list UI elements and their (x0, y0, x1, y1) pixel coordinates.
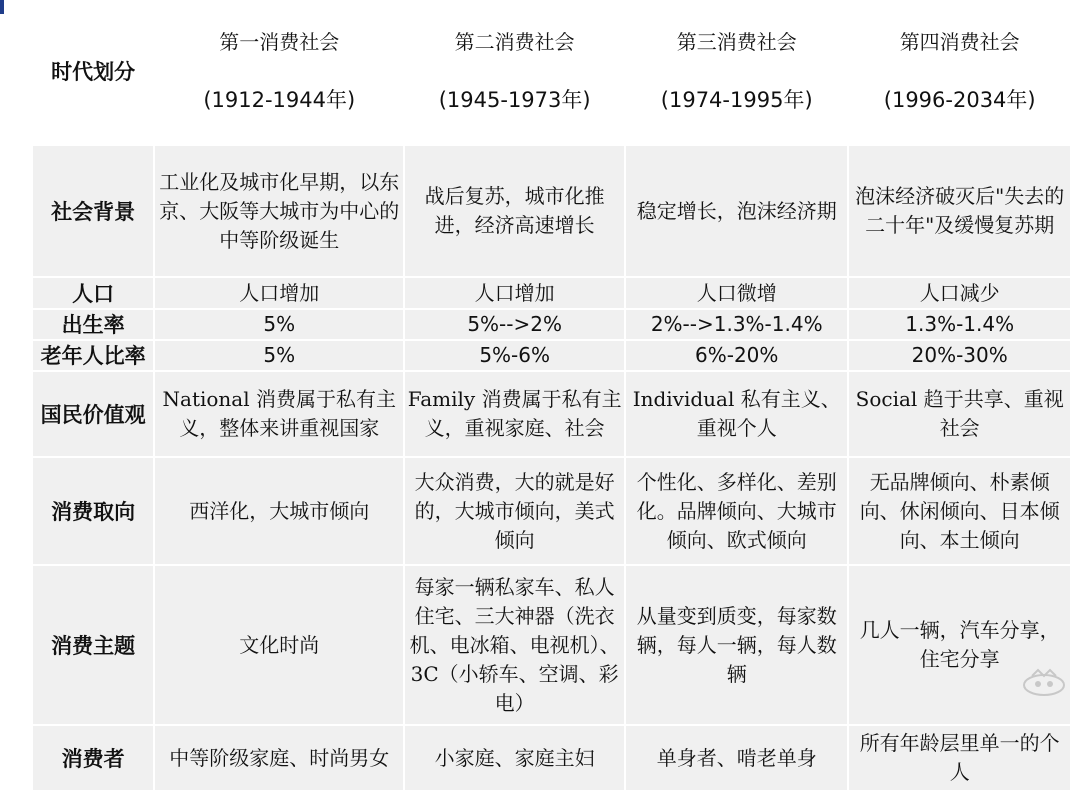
era-3-years: (1974-1995年) (660, 88, 813, 112)
row-label-consumption-orientation: 消费取向 (33, 458, 153, 564)
row-label-elderly-ratio: 老年人比率 (33, 341, 153, 370)
cell-consumers-era-4: 所有年龄层里单一的个人 (849, 726, 1070, 790)
era-4-name: 第四消费社会 (899, 30, 1020, 54)
row-label-era-division: 时代划分 (33, 0, 153, 144)
watermark-logo-icon (1022, 668, 1066, 696)
cell-national-values-era-3: Individual 私有主义、重视个人 (626, 372, 847, 456)
cell-consumers-era-2: 小家庭、家庭主妇 (405, 726, 624, 790)
cell-population-era-4: 人口减少 (849, 278, 1070, 308)
cell-birth-rate-era-1: 5% (155, 310, 403, 339)
cell-consumption-orientation-era-3: 个性化、多样化、差别化。品牌倾向、大城市倾向、欧式倾向 (626, 458, 847, 564)
row-consumers (33, 726, 1070, 790)
era-4-header (849, 0, 1070, 144)
cell-consumption-theme-era-3: 从量变到质变，每家数辆，每人一辆，每人数辆 (626, 566, 847, 724)
row-consumption-orientation (33, 458, 1070, 564)
cell-consumers-era-3: 单身者、啃老单身 (626, 726, 847, 790)
era-header-row (33, 0, 1070, 144)
cell-social-background-era-2: 战后复苏，城市化推进，经济高速增长 (405, 146, 624, 276)
row-birth-rate (33, 310, 1070, 339)
cell-social-background-era-1: 工业化及城市化早期，以东京、大阪等大城市为中心的中等阶级诞生 (155, 146, 403, 276)
cell-population-era-3: 人口微增 (626, 278, 847, 308)
cell-national-values-era-1: National 消费属于私有主义，整体来讲重视国家 (155, 372, 403, 456)
row-label-birth-rate: 出生率 (33, 310, 153, 339)
era-1-header (155, 0, 403, 144)
cell-population-era-2: 人口增加 (405, 278, 624, 308)
cell-elderly-ratio-era-3: 6%-20% (626, 341, 847, 370)
row-elderly-ratio (33, 341, 1070, 370)
era-3-header (626, 0, 847, 144)
row-label-consumers: 消费者 (33, 726, 153, 790)
row-label-population: 人口 (33, 278, 153, 308)
era-3-name: 第三消费社会 (676, 30, 797, 54)
cell-consumption-theme-era-4: 几人一辆，汽车分享，住宅分享 (849, 566, 1070, 724)
row-label-social-background: 社会背景 (33, 146, 153, 276)
row-consumption-theme (33, 566, 1070, 724)
era-2-header (405, 0, 624, 144)
cell-consumption-theme-era-1: 文化时尚 (155, 566, 403, 724)
cell-social-background-era-4: 泡沫经济破灭后"失去的二十年"及缓慢复苏期 (849, 146, 1070, 276)
cell-population-era-1: 人口增加 (155, 278, 403, 308)
cell-elderly-ratio-era-4: 20%-30% (849, 341, 1070, 370)
row-label-consumption-theme: 消费主题 (33, 566, 153, 724)
row-social-background (33, 146, 1070, 276)
era-1-name: 第一消费社会 (219, 30, 340, 54)
row-label-national-values: 国民价值观 (33, 372, 153, 456)
cell-birth-rate-era-2: 5%-->2% (405, 310, 624, 339)
cell-elderly-ratio-era-1: 5% (155, 341, 403, 370)
cell-consumption-orientation-era-4: 无品牌倾向、朴素倾向、休闲倾向、日本倾向、本土倾向 (849, 458, 1070, 564)
cell-consumption-orientation-era-1: 西洋化，大城市倾向 (155, 458, 403, 564)
cell-consumption-orientation-era-2: 大众消费，大的就是好的，大城市倾向，美式倾向 (405, 458, 624, 564)
era-2-years: (1945-1973年) (438, 88, 591, 112)
era-2-name: 第二消费社会 (454, 30, 575, 54)
era-1-years: (1912-1944年) (203, 88, 356, 112)
row-national-values (33, 372, 1070, 456)
cell-social-background-era-3: 稳定增长，泡沫经济期 (626, 146, 847, 276)
consumer-society-table (31, 0, 1072, 792)
era-4-years: (1996-2034年) (883, 88, 1036, 112)
cell-birth-rate-era-4: 1.3%-1.4% (849, 310, 1070, 339)
cell-consumers-era-1: 中等阶级家庭、时尚男女 (155, 726, 403, 790)
cell-national-values-era-2: Family 消费属于私有主义，重视家庭、社会 (405, 372, 624, 456)
cell-birth-rate-era-3: 2%-->1.3%-1.4% (626, 310, 847, 339)
cell-consumption-theme-era-2: 每家一辆私家车、私人住宅、三大神器（洗衣机、电冰箱、电视机）、3C（小轿车、空调、彩电） (405, 566, 624, 724)
row-population (33, 278, 1070, 308)
accent-mark (0, 0, 4, 14)
cell-elderly-ratio-era-2: 5%-6% (405, 341, 624, 370)
cell-national-values-era-4: Social 趋于共享、重视社会 (849, 372, 1070, 456)
